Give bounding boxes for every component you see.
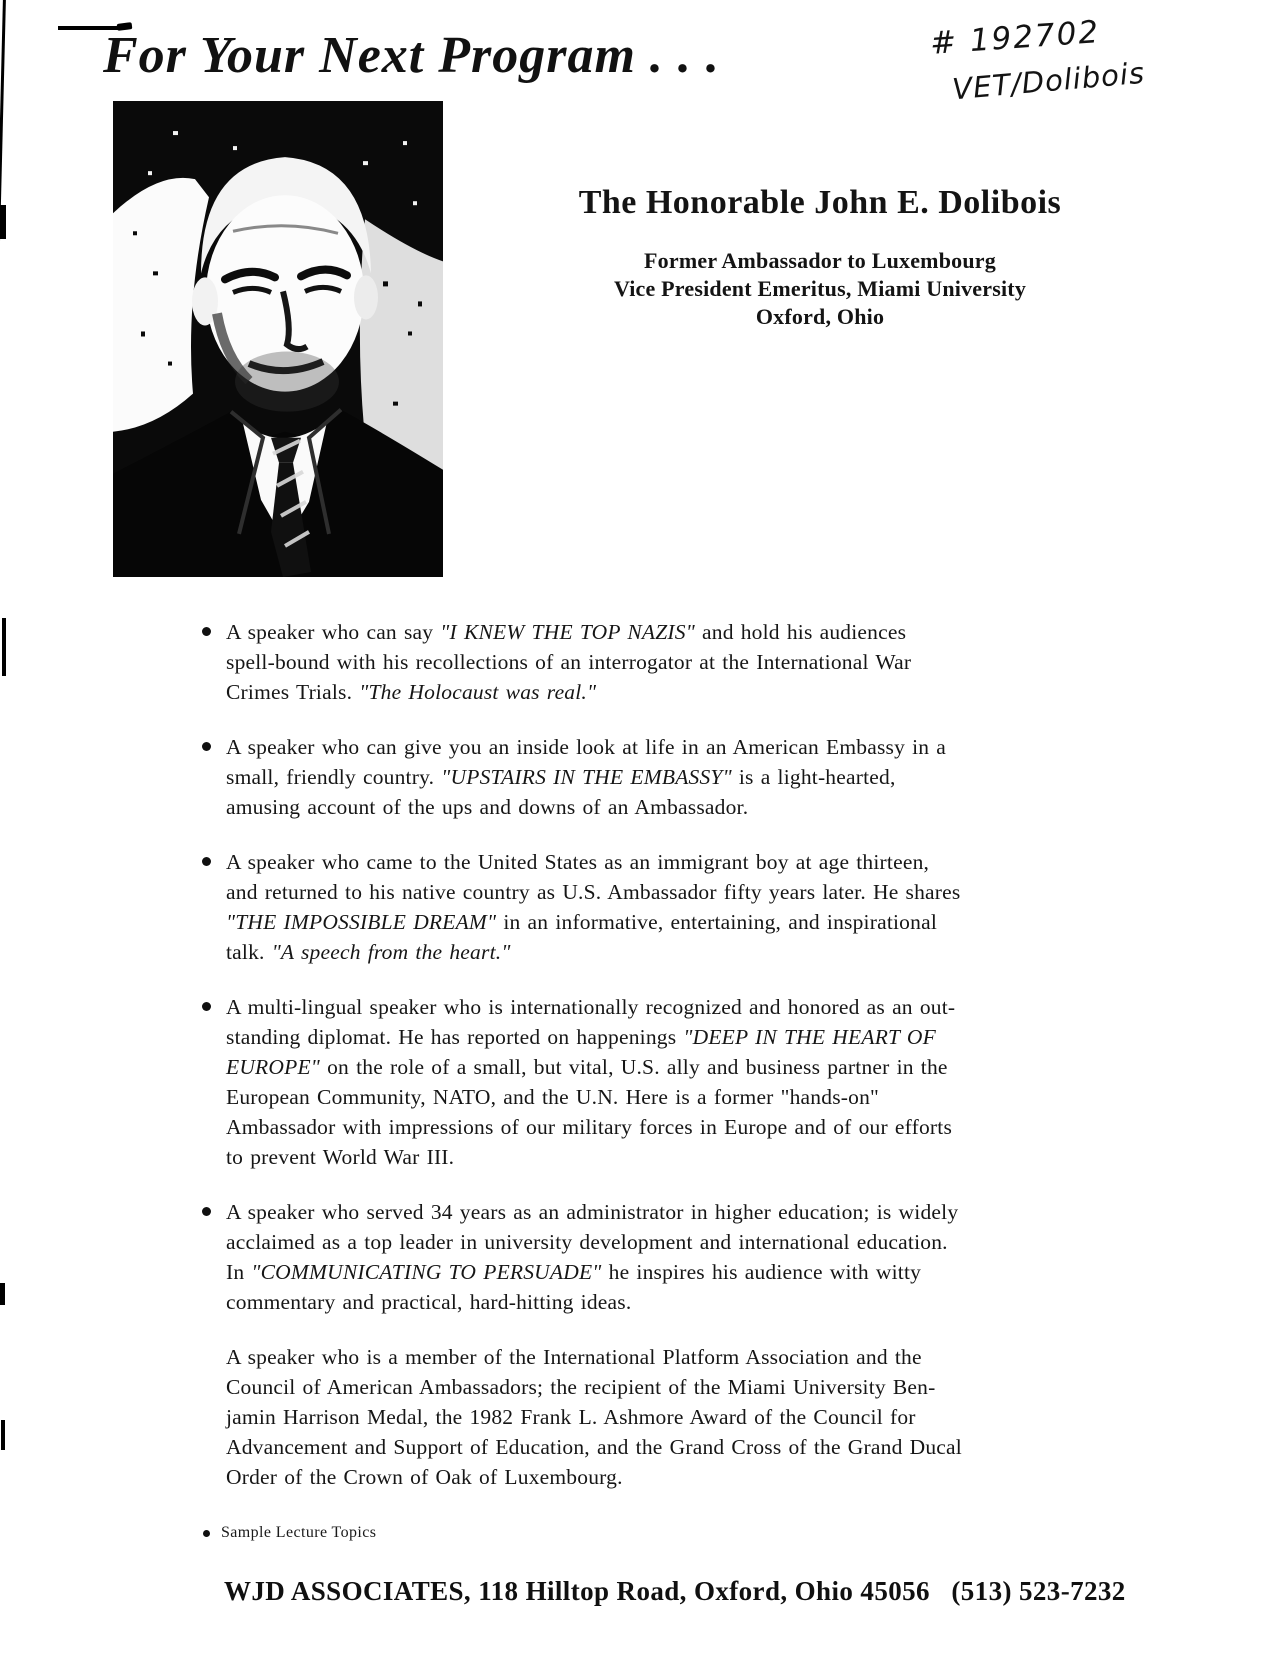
scan-artifact bbox=[2, 618, 6, 676]
contact-line: WJD ASSOCIATES, 118 Hilltop Road, Oxford, Ohio 45056 (513) 523-7232 bbox=[224, 1576, 1126, 1606]
bullet-item bbox=[202, 847, 1054, 967]
bullet-item bbox=[202, 1197, 1054, 1317]
handwritten-category-label: VET/Dolibois bbox=[950, 55, 1147, 107]
footnote bbox=[203, 1524, 376, 1542]
speaker-photo bbox=[113, 101, 443, 577]
handwritten-file-number: # 192702 bbox=[928, 14, 1102, 62]
speaker-name: The Honorable John E. Dolibois bbox=[578, 184, 1062, 221]
footnote-bullet-dot bbox=[203, 1530, 210, 1537]
speaker-title-line: Former Ambassador to Luxembourg bbox=[644, 248, 996, 273]
paragraph bbox=[202, 1342, 1054, 1492]
bullet-dot bbox=[202, 627, 211, 636]
page-title: For Your Next Program . . . bbox=[103, 27, 720, 84]
footnote-label: Sample Lecture Topics bbox=[221, 1524, 377, 1541]
scan-artifact bbox=[1, 1420, 5, 1450]
bullet-list bbox=[202, 617, 1054, 1517]
bullet-dot bbox=[202, 742, 211, 751]
bullet-item bbox=[202, 617, 1054, 707]
bullet-item bbox=[202, 992, 1054, 1172]
bullet-dot bbox=[202, 857, 211, 866]
paragraph-text: A speaker who can say "I KNEW THE TOP NAZIS" and hold his audiences spell-bound with his recollections of an interrogator at the International War Crimes Trials. "The Holocaust was real." bbox=[226, 620, 912, 704]
paragraph-text: A speaker who is a member of the International Platform Association and the Council of American Ambassadors; the recipient of the Miami University Ben- jamin Harrison Medal, the 1982 Frank L. Ashmore Award of the Council for Advancement and Support of Education, and the Grand Cross of the Grand Ducal Order of the Crown of Oak of Luxembourg. bbox=[226, 1345, 962, 1489]
portrait-photo-graphic bbox=[113, 101, 443, 577]
bullet-dot bbox=[202, 1002, 211, 1011]
speaker-titles bbox=[480, 247, 1160, 331]
scan-artifact bbox=[0, 205, 6, 239]
paragraph-text: A speaker who can give you an inside look at life in an American Embassy in a small, friendly country. "UPSTAIRS IN THE EMBASSY" is a light-hearted, amusing account of the ups and downs of an Ambassador. bbox=[226, 735, 947, 819]
paragraph-text: A speaker who came to the United States as an immigrant boy at age thirteen, and returned to his native country as U.S. Ambassador fifty years later. He shares "THE IMPOSSIBLE DREAM" in an informative, entertaining, and inspirational talk. "A speech from the heart." bbox=[226, 850, 961, 964]
paragraph-text: A speaker who served 34 years as an administrator in higher education; is widely acclaimed as a top leader in university development and international education. In "COMMUNICATING TO PERSUADE" he inspires his audience with witty commentary and practical, hard-hitting ideas. bbox=[226, 1200, 959, 1314]
bullet-item bbox=[202, 732, 1054, 822]
scan-artifact bbox=[0, 1283, 5, 1305]
speaker-title-line: Oxford, Ohio bbox=[755, 304, 885, 329]
bullet-dot bbox=[202, 1207, 211, 1216]
speaker-title-line: Vice President Emeritus, Miami University bbox=[613, 276, 1027, 301]
paragraph-text: A multi-lingual speaker who is internationally recognized and honored as an out- standing diplomat. He has reported on happenings "DEEP IN THE HEART OF EUROPE" on the role of a small, but vital, U.S. ally and business partner in the European Community, NATO, and the U.N. Here is a former "hands-on" Ambassador with impressions of our military forces in Europe and of our efforts to prevent World War III. bbox=[226, 995, 956, 1169]
